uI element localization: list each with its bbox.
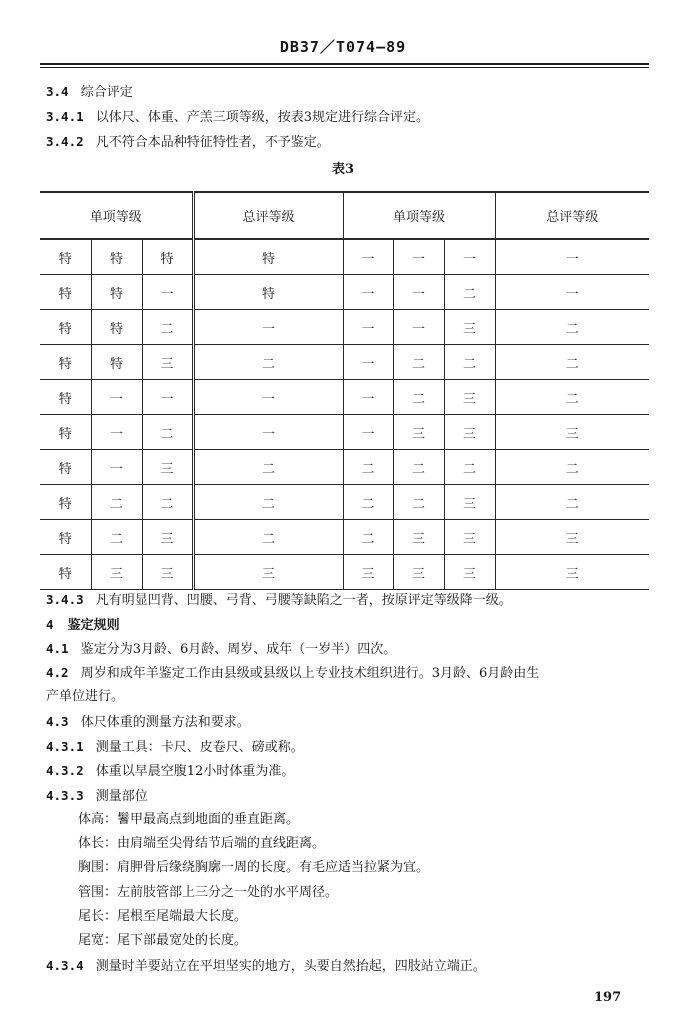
single-grade-cell: 三 (393, 555, 444, 590)
table-row (40, 555, 649, 590)
clause-text: 测量工具：卡尺、皮卷尺、磅或称。 (95, 740, 304, 755)
section-4-title (46, 616, 120, 635)
single-grade-cell: 三 (393, 415, 444, 450)
single-grade-cell: 一 (393, 239, 444, 275)
header-rule (40, 63, 649, 65)
table-row (40, 450, 649, 485)
single-grade-cell: 一 (444, 239, 495, 275)
clause-number: 4.2 (46, 665, 69, 680)
clause-3-4-2 (46, 133, 330, 152)
single-grade-cell: 一 (393, 310, 444, 345)
single-grade-cell: 特 (91, 310, 142, 345)
clause-text: 体重以早晨空腹12小时体重为准。 (95, 764, 295, 779)
overall-grade-cell: 一 (193, 310, 343, 345)
clause-text: 以体尺、体重、产羔三项等级，按表3规定进行综合评定。 (95, 110, 430, 125)
page-number: 197 (594, 990, 622, 1005)
single-grade-cell: 一 (91, 380, 142, 415)
single-grade-cell: 一 (343, 415, 393, 450)
clause-4-3 (46, 713, 250, 732)
single-grade-cell: 一 (343, 310, 393, 345)
single-grade-cell: 二 (393, 450, 444, 485)
single-grade-cell: 一 (343, 239, 393, 275)
single-grade-cell: 一 (142, 380, 193, 415)
clause-4-3-3 (46, 787, 148, 806)
single-grade-cell: 二 (343, 485, 393, 520)
overall-grade-cell: 二 (193, 520, 343, 555)
single-grade-cell: 二 (91, 485, 142, 520)
single-grade-cell: 一 (343, 275, 393, 310)
single-grade-cell: 特 (91, 345, 142, 380)
overall-grade-cell: 二 (495, 485, 649, 520)
overall-grade-cell: 一 (193, 415, 343, 450)
single-grade-cell: 二 (91, 520, 142, 555)
clause-number: 4.3.4 (46, 958, 84, 973)
clause-4-2-continued: 产单位进行。 (46, 689, 125, 704)
clause-number: 3.4.3 (46, 592, 84, 607)
table-row (40, 415, 649, 450)
overall-grade-cell: 三 (193, 555, 343, 590)
single-grade-cell: 三 (91, 555, 142, 590)
single-grade-cell: 一 (91, 450, 142, 485)
header-single-grade: 单项等级 (40, 192, 193, 239)
single-grade-cell: 一 (343, 345, 393, 380)
single-grade-cell: 三 (142, 555, 193, 590)
single-grade-cell: 二 (393, 485, 444, 520)
single-grade-cell: 特 (40, 380, 91, 415)
clause-title: 综合评定 (80, 85, 133, 100)
single-grade-cell: 二 (444, 345, 495, 380)
single-grade-cell: 一 (91, 415, 142, 450)
overall-grade-cell: 二 (193, 485, 343, 520)
single-grade-cell: 特 (91, 275, 142, 310)
measure-item: 尾长：尾根至尾端最大长度。 (78, 909, 248, 924)
table-row (40, 275, 649, 310)
table-row (40, 345, 649, 380)
single-grade-cell: 特 (40, 310, 91, 345)
grade-table (40, 191, 649, 590)
table-row (40, 520, 649, 555)
single-grade-cell: 二 (343, 520, 393, 555)
overall-grade-cell: 二 (193, 345, 343, 380)
clause-text: 鉴定分为3月龄、6月龄、周岁、成年（一岁半）四次。 (80, 642, 397, 657)
clause-number: 3.4.1 (46, 109, 84, 124)
clause-3-4-1 (46, 108, 429, 127)
single-grade-cell: 一 (343, 380, 393, 415)
single-grade-cell: 特 (142, 239, 193, 275)
single-grade-cell: 三 (142, 345, 193, 380)
clause-4-3-2 (46, 762, 294, 781)
table-row (40, 380, 649, 415)
clause-4-2 (46, 664, 539, 683)
clause-3-4-3 (46, 591, 512, 610)
single-grade-cell: 三 (444, 415, 495, 450)
overall-grade-cell: 二 (495, 450, 649, 485)
measure-item: 体高：鬐甲最高点到地面的垂直距离。 (78, 812, 300, 827)
single-grade-cell: 三 (393, 520, 444, 555)
overall-grade-cell: 特 (193, 239, 343, 275)
single-grade-cell: 二 (142, 415, 193, 450)
clause-number: 4.3.3 (46, 788, 84, 803)
single-grade-cell: 二 (393, 345, 444, 380)
header-rule-thin (40, 67, 649, 68)
single-grade-cell: 特 (40, 485, 91, 520)
clause-text: 凡不符合本品种特征特性者，不予鉴定。 (95, 135, 330, 150)
overall-grade-cell: 二 (495, 380, 649, 415)
clause-text: 测量时羊要站立在平坦坚实的地方，头要自然抬起，四肢站立端正。 (95, 959, 486, 974)
single-grade-cell: 三 (444, 310, 495, 345)
single-grade-cell: 二 (343, 450, 393, 485)
single-grade-cell: 三 (444, 485, 495, 520)
clause-text: 凡有明显凹背、凹腰、弓背、弓腰等缺陷之一者，按原评定等级降一级。 (95, 593, 512, 608)
clause-number: 4.3 (46, 714, 69, 729)
section-title: 鉴定规则 (67, 618, 120, 633)
single-grade-cell: 二 (142, 310, 193, 345)
overall-grade-cell: 三 (495, 415, 649, 450)
measure-item: 管围：左前肢管部上三分之一处的水平周径。 (78, 885, 339, 900)
clause-4-3-1 (46, 738, 304, 757)
clause-number: 3.4 (46, 84, 69, 99)
clause-3-4 (46, 83, 133, 102)
overall-grade-cell: 一 (495, 275, 649, 310)
single-grade-cell: 特 (40, 450, 91, 485)
single-grade-cell: 二 (444, 450, 495, 485)
grade-table-body (40, 192, 649, 590)
clause-number: 4.1 (46, 641, 69, 656)
table-row (40, 239, 649, 275)
table-row (40, 485, 649, 520)
clause-text: 体尺体重的测量方法和要求。 (80, 715, 250, 730)
clause-text: 测量部位 (95, 789, 148, 804)
single-grade-cell: 三 (142, 520, 193, 555)
overall-grade-cell: 特 (193, 275, 343, 310)
single-grade-cell: 特 (40, 275, 91, 310)
clause-text: 周岁和成年羊鉴定工作由县级或县级以上专业技术组织进行。3月龄、6月龄由生 (80, 666, 540, 681)
single-grade-cell: 二 (444, 275, 495, 310)
overall-grade-cell: 二 (495, 345, 649, 380)
single-grade-cell: 一 (142, 275, 193, 310)
table-row (40, 310, 649, 345)
table-caption: 表3 (331, 162, 355, 177)
single-grade-cell: 二 (393, 380, 444, 415)
single-grade-cell: 特 (40, 555, 91, 590)
clause-4-3-4 (46, 957, 486, 976)
single-grade-cell: 特 (40, 520, 91, 555)
overall-grade-cell: 三 (495, 555, 649, 590)
document-code: DB37／T074—89 (279, 38, 407, 56)
single-grade-cell: 三 (444, 380, 495, 415)
overall-grade-cell: 二 (193, 450, 343, 485)
overall-grade-cell: 三 (495, 520, 649, 555)
clause-number: 3.4.2 (46, 134, 84, 149)
clause-number: 4.3.2 (46, 763, 84, 778)
measure-item: 胸围：肩胛骨后缘绕胸廓一周的长度。有毛应适当拉紧为宜。 (78, 860, 430, 875)
measure-item: 尾宽：尾下部最宽处的长度。 (78, 933, 248, 948)
header-overall-grade: 总评等级 (193, 192, 343, 239)
table-header-row (40, 192, 649, 239)
overall-grade-cell: 二 (495, 310, 649, 345)
clause-number: 4 (46, 617, 54, 632)
single-grade-cell: 三 (142, 450, 193, 485)
single-grade-cell: 三 (444, 520, 495, 555)
measure-item: 体长：由肩端至尖骨结节后端的直线距离。 (78, 836, 326, 851)
overall-grade-cell: 一 (495, 239, 649, 275)
single-grade-cell: 特 (91, 239, 142, 275)
header-single-grade: 单项等级 (343, 192, 495, 239)
header-overall-grade: 总评等级 (495, 192, 649, 239)
single-grade-cell: 一 (393, 275, 444, 310)
single-grade-cell: 三 (444, 555, 495, 590)
clause-number: 4.3.1 (46, 739, 84, 754)
single-grade-cell: 特 (40, 415, 91, 450)
overall-grade-cell: 一 (193, 380, 343, 415)
single-grade-cell: 二 (142, 485, 193, 520)
single-grade-cell: 三 (343, 555, 393, 590)
single-grade-cell: 特 (40, 239, 91, 275)
clause-4-1 (46, 640, 396, 659)
single-grade-cell: 特 (40, 345, 91, 380)
